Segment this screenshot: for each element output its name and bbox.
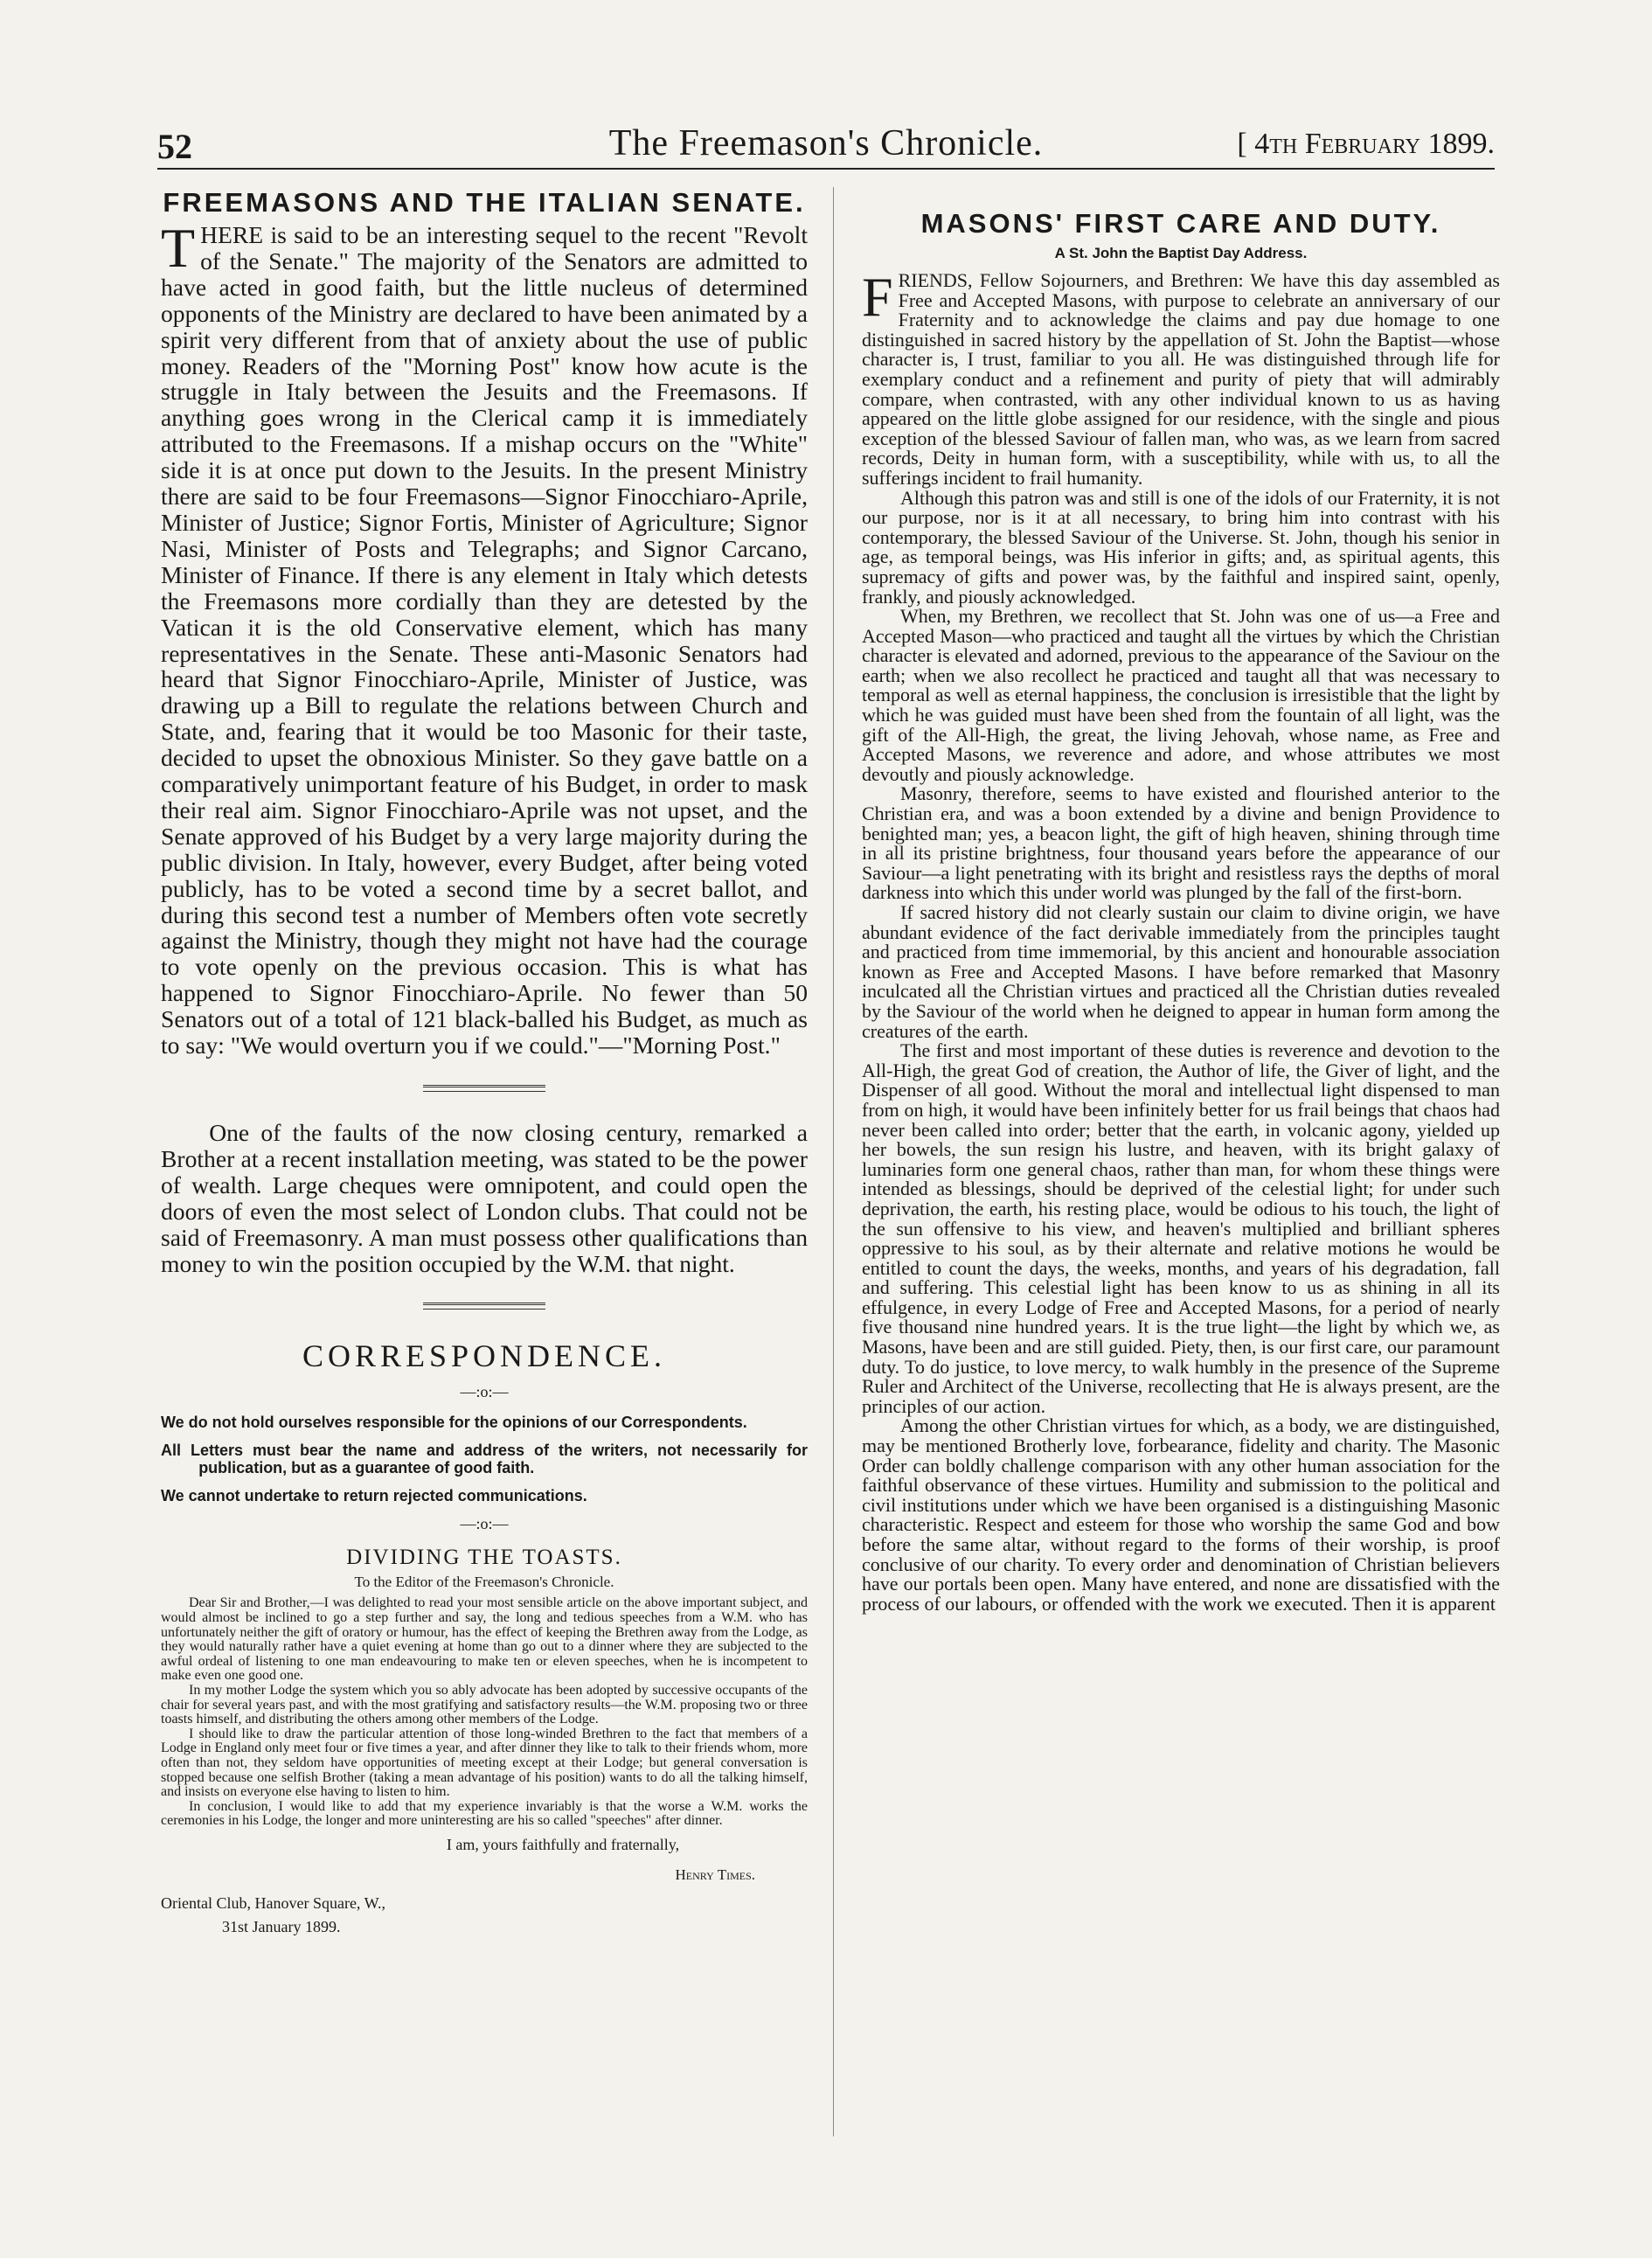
note-body: One of the faults of the now closing century, remarked a Brother at a recent installation meeting, was stated to be the power of wealth. Large cheques were omnipotent, and could open the doors of even the most select of London clubs. That could not be said of Freemasonry. A man must possess other qualifications than money to win the position occupied by the W.M. that night.: [161, 1119, 808, 1277]
article-subtitle: A St. John the Baptist Day Address.: [1054, 245, 1308, 261]
letter-closing: I am, yours faithfully and fraternally,: [446, 1835, 680, 1853]
separator: —:o:—: [460, 1383, 509, 1401]
journal-title: The Freemason's Chronicle.: [608, 123, 1044, 163]
page-number: 52: [157, 127, 192, 166]
article-first-care-duty: [862, 208, 1500, 1614]
letter-address: Oriental Club, Hanover Square, W.,: [161, 1893, 385, 1912]
article-title: MASONS' FIRST CARE AND DUTY.: [920, 208, 1441, 239]
page-header: [157, 122, 1495, 170]
article-paragraph: If sacred history did not clearly sustain our claim to divine origin, we have abundant evidence of the fact derivable immediately from the principles taught and practiced from time immemorial, by this ancient and honourable association known as Free and Accepted Masons. I have before remarked that Masonry inculcated all the Christian virtues and practiced all the Christian duties revealed by the Saviour of the world when he deigned to appear in human form among the creatures of the earth.: [862, 901, 1500, 1042]
notice-responsibility: We do not hold ourselves responsible for the opinions of our Correspondents.: [161, 1414, 747, 1432]
column-divider: [833, 187, 834, 2136]
article-italian-senate: [161, 187, 808, 1059]
article-body: THERE is said to be an interesting sequel to the recent "Revolt of the Senate." The majority of the Senators are admitted to have acted in good faith, but the little nucleus of determined opponents of the Ministry are declared to have been animated by a spirit very different from that of anxiety about the use of public money. Readers of the "Morning Post" know how acute is the struggle in Italy between the Jesuits and the Freemasons. If anything goes wrong in the Clerical camp it is immediately attributed to the Freemasons. If a mishap occurs on the "White" side it is at once put down to the Jesuits. In the present Ministry there are said to be four Freemasons—Signor Finocchiaro-Aprile, Minister of Justice; Signor Fortis, Minister of Agriculture; Signor Nasi, Minister of Posts and Telegraphs; and Signor Carcano, Minister of Finance. If there is any element in Italy which detests the Freemasons more cordially than they are detested by the Vatican it is the old Conservative element, which has many representatives in the Senate. These anti-Masonic Senators had heard that Signor Finocchiaro-Aprile, Minister of Justice, was drawing up a Bill to regulate the relations between Church and State, and, fearing that it would be too Masonic for their taste, decided to upset the obnoxious Minister. So they gave battle on a comparatively unimportant feature of his Budget, in order to mask their real aim. Signor Finocchiaro-Aprile was not upset, and the Senate approved of his Budget by a very large majority during the public division. In Italy, however, every Budget, after being voted publicly, has to be voted a second time by a secret ballot, and during this second test a number of Members often vote secretly against the Ministry, though they might not have had the courage to vote openly on the previous occasion. This is what has happened to Signor Finocchiaro-Aprile. No fewer than 50 Senators out of a total of 121 black-balled his Budget, as much as to say: "We would overturn you if we could."—"Morning Post.": [161, 217, 808, 1060]
article-paragraph: Although this patron was and still is one of the idols of our Fraternity, it is not our purpose, nor is it at all necessary, to bring him into contrast with his contemporary, the blessed Saviour of the Universe. St. John, though his senior in age, as temporal beings, was His inferior in gifts; and, as spiritual agents, this supremacy of gifts and power was, by the faithful and inspired saint, openly, frankly, and piously acknowledged.: [862, 486, 1501, 608]
article-paragraph: When, my Brethren, we recollect that St. John was one of us—a Free and Accepted Mason—who practiced and taught all the virtues by which the Christian character is elevated and adorned, previous to the appearance of the Saviour on the earth; when we also recollect he practiced and taught all that was necessary to temporal as well as eternal happiness, the conclusion is irresistible that the light by which he was guided must have been shed from the fountain of all light, was the gift of the All-High, the great, the living Jehovah, whose name, as Free and Accepted Masons, we reverence and adore, and whose attributes we most devoutly and piously acknowledge.: [862, 605, 1500, 785]
letter-paragraph: I should like to draw the particular attention of those long-winded Brethren to the fact that members of a Lodge in England only meet four or five times a year, and after dinner they like to talk to their friends whom, more often than not, they seldom have opportunities of meeting except at their Lodge; but general conversation is stopped because one selfish Brother (taking a mean advantage of his position) wants to do all the talking himself, and insists on everyone else having to listen to him.: [161, 1726, 808, 1800]
article-paragraph: The first and most important of these duties is reverence and devotion to the All-High, the great God of creation, the Author of life, the Giver of light, and the Dispenser of all good. Without the moral and intellectual light dispensed to man from on high, it would have been infinitely better for us frail beings that chaos had never been called into order; better that the earth, in volcanic agony, yielded up her bowels, the sun resign his lustre, and heaven, with its bright galaxy of luminaries form one general chaos, rather than man, for whom these things were intended as blessings, should be deprived of the celestial light; for under such deprivation, the earth, his resting place, would be odious to his touch, the light of the sun offensive to his view, and heaven's multiplied and brilliant spheres oppressive to his soul, as by their alternate and relative motions he would be entitled to count the days, the weeks, months, and years of his degradation, fall and suffering. This celestial light has been know to us as shining in all its effulgence, in every Lodge of Free and Accepted Masons, for a period of nearly five thousand nine hundred years. It is the true light—the light by which we, as Masons, have been and are still guided. Piety, then, is our first care, our paramount duty. To do justice, to love mercy, to walk humbly in the presence of the Supreme Ruler and Architect of the Universe, recollecting that He is always present, are the principles of our action.: [862, 1039, 1500, 1417]
article-title: FREEMASONS AND THE ITALIAN SENATE.: [163, 187, 806, 218]
note-wealth: [161, 1120, 808, 1276]
correspondence-title: CORRESPONDENCE.: [302, 1338, 667, 1374]
correspondence-section: [161, 1337, 808, 1936]
notice-rejected: We cannot undertake to return rejected communications.: [161, 1487, 587, 1505]
separator: —:o:—: [460, 1515, 509, 1533]
left-column: [161, 187, 808, 1936]
letter-paragraph: In conclusion, I would like to add that my experience invariably is that the worse a W.M. works the ceremonies in his Lodge, the longer and more uninteresting are his so called "speeches" after dinner.: [161, 1798, 808, 1829]
article-paragraph: FRIENDS, Fellow Sojourners, and Brethren: We have this day assembled as Free and Accepted Masons, with purpose to celebrate an anniversary of our Fraternity and to acknowledge the claims and pay due homage to one distinguished in sacred history by the appellation of St. John the Baptist—whose character is, I trust, familiar to you all. He was distinguished through life for exemplary conduct and a refinement and purity of piety that will admirably compare, when contrasted, with any other individual known to us as having appeared on the little globe assigned for our residence, with the single and pious exception of the blessed Saviour of fallen man, who was, as we learn from sacred records, Deity in human form, with a susceptibility, while with us, to all the sufferings incident to frail humanity.: [862, 266, 1500, 489]
letter-title: DIVIDING THE TOASTS.: [346, 1546, 622, 1570]
right-column: [862, 187, 1500, 1614]
issue-date: [ 4th February 1899.: [1237, 128, 1495, 160]
letter-signature: Henry Times.: [675, 1865, 755, 1883]
section-divider: [423, 1085, 545, 1092]
article-paragraph: Among the other Christian virtues for which, as a body, we are distinguished, may be mentioned Brotherly love, forbearance, fidelity and charity. The Masonic Order can boldly challenge comparison with any other human association for the faithful observance of these virtues. Humility and submission to the political and civil institutions under which we have been organised is a distinguishing Masonic characteristic. Respect and esteem for those who worship the same God and bow before the same altar, without regard to the forms of their worship, is proof conclusive of our charity. To every order and denomination of Christian believers have our portals been open. Many have entered, and none are dissatisfied with the process of our labours, or offended with the work we executed. Then it is apparent: [862, 1414, 1500, 1615]
letter-paragraph: In my mother Lodge the system which you so ably advocate has been adopted by successive occupants of the chair for several years past, and with the most gratifying and satisfactory results—the W.M. proposing two or three toasts himself, and distributing the others among other members of the Lodge.: [161, 1683, 808, 1727]
letter-date: 31st January 1899.: [222, 1917, 341, 1935]
notice-name-address: All Letters must bear the name and address of the writers, not necessarily for publication, but as a guarantee of good faith.: [161, 1442, 808, 1477]
article-paragraph: Masonry, therefore, seems to have existed and flourished anterior to the Christian era, and was a boon extended by a divine and benign Providence to benighted man; yes, a beacon light, the gift of high heaven, shining through time in all its pristine brightness, four thousand years before the appearance of our Saviour—a light penetrating with its bright and resistless rays the depths of moral darkness into which this under world was plunged by the fall of the first-born.: [862, 782, 1500, 904]
letter-addressee: To the Editor of the Freemason's Chronicle.: [354, 1574, 614, 1591]
letter-paragraph: Dear Sir and Brother,—I was delighted to read your most sensible article on the above important subject, and would almost be inclined to go a step further and say, the long and tedious speeches from a W.M. who has unfortunately neither the gift of oratory or humour, has the effect of keeping the Brethren away from the Lodge, as they would naturally rather have a quiet evening at home than go out to a dinner where they are subjected to the awful ordeal of listening to one man endeavouring to make ten or eleven speeches, when he is incompetent to make even one good one.: [161, 1595, 808, 1684]
section-divider: [423, 1303, 545, 1310]
